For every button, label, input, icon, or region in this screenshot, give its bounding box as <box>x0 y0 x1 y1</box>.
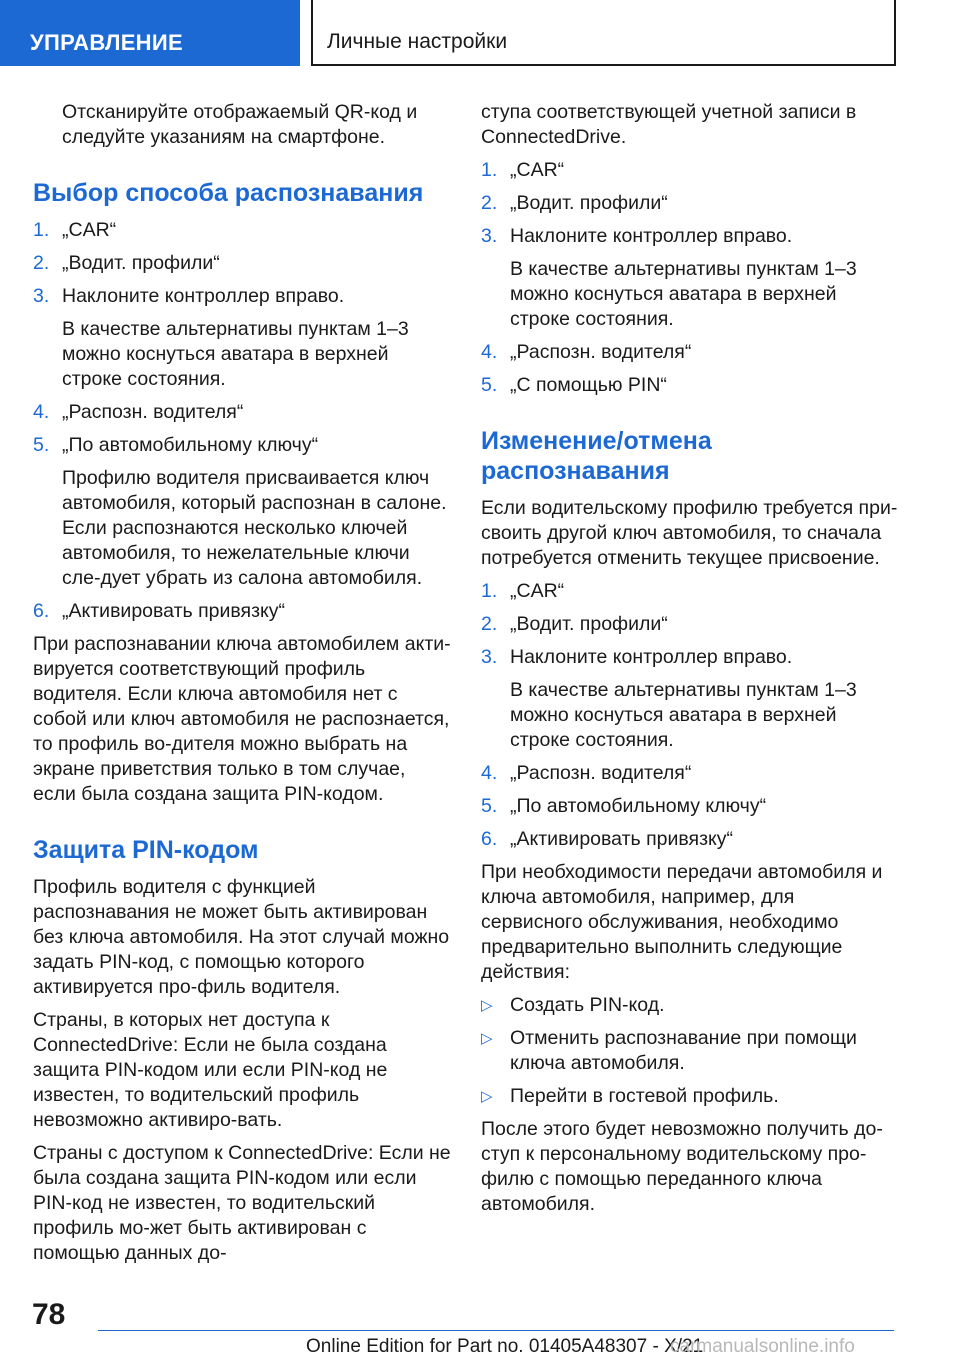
list-item <box>481 340 901 365</box>
change-paragraph-3: После этого будет невозможно получить до-ступ к персональному водительскому про-филю с помощью переданного ключа автомобиля. <box>481 1118 883 1215</box>
step-number: 1. <box>481 159 498 181</box>
step-note: Профилю водителя присваивается ключ автомобиля, который распознан в салоне. Если распознаются несколько ключей автомобиля, то нежелательные ключи сле-дует убрать из салона автомобиля. <box>62 467 447 589</box>
list-item <box>481 158 901 183</box>
recognition-paragraph: При распознавании ключа автомобилем акти-вируется соответствующий профиль водителя. Если ключа автомобиля нет с собой или ключ автомобиля не распознается, то профиль во-дителя можно выбрать на экране приветствия только в том случае, если была создана защита PIN-кодом. <box>33 633 451 805</box>
watermark: carmanualsonline.info <box>670 1336 855 1357</box>
step-text: „Водит. профили“ <box>510 613 668 635</box>
left-column <box>33 100 453 1274</box>
step-note: В качестве альтернативы пунктам 1–3 можно коснуться аватара в верхней строке состояния. <box>510 679 857 751</box>
step-number: 4. <box>481 762 498 784</box>
list-item <box>33 284 453 392</box>
list-item <box>481 1084 901 1109</box>
step-number: 6. <box>481 828 498 850</box>
step-text: „По автомобильному ключу“ <box>62 434 319 456</box>
step-text: Наклоните контроллер вправо. <box>510 225 793 247</box>
list-item <box>481 993 901 1018</box>
triangle-right-icon: ▷ <box>481 997 493 1014</box>
recognition-steps <box>33 218 453 624</box>
step-text: „По автомобильному ключу“ <box>510 795 767 817</box>
step-text: „Активировать привязку“ <box>510 828 734 850</box>
bullet-text: Перейти в гостевой профиль. <box>510 1085 779 1107</box>
pin-paragraph-3: Страны с доступом к ConnectedDrive: Если не была создана защита PIN-кодом или если PIN-код не известен, то водительский профиль мо-жет быть активирован с помощью данных до- <box>33 1142 451 1264</box>
intro-paragraph: Отсканируйте отображаемый QR-код и следуйте указаниям на смартфоне. <box>62 101 418 148</box>
list-item <box>481 612 901 637</box>
preparation-bullets <box>481 993 901 1109</box>
step-number: 5. <box>33 434 50 456</box>
step-text: „Распозн. водителя“ <box>510 762 692 784</box>
step-number: 2. <box>481 613 498 635</box>
step-number: 2. <box>33 252 50 274</box>
list-item <box>33 433 453 591</box>
list-item <box>33 218 453 243</box>
list-item <box>481 579 901 604</box>
bullet-text: Отменить распознавание при помощи ключа автомобиля. <box>510 1027 857 1074</box>
list-item <box>481 794 901 819</box>
step-number: 3. <box>481 646 498 668</box>
step-text: „Водит. профили“ <box>62 252 220 274</box>
step-number: 5. <box>481 374 498 396</box>
heading-change-recognition: Изменение/отмена распознавания <box>481 427 712 485</box>
page-header <box>0 0 960 66</box>
list-item <box>33 400 453 425</box>
step-number: 6. <box>33 600 50 622</box>
step-text: „CAR“ <box>62 219 117 241</box>
step-note: В качестве альтернативы пунктам 1–3 можно коснуться аватара в верхней строке состояния. <box>510 258 857 330</box>
footer-edition: Online Edition for Part no. 01405A48307 - X/21 <box>306 1336 704 1357</box>
step-note: В качестве альтернативы пунктам 1–3 можно коснуться аватара в верхней строке состояния. <box>62 318 409 390</box>
pin-paragraph-1: Профиль водителя с функцией распознавания не может быть активирован без ключа автомобиля. На этот случай можно задать PIN-код, с помощью которого активируется про-филь водителя. <box>33 876 450 998</box>
step-text: „Водит. профили“ <box>510 192 668 214</box>
list-item <box>481 224 901 332</box>
change-paragraph-1: Если водительскому профилю требуется при-своить другой ключ автомобиля, то сначала потребуется отменить текущее присвоение. <box>481 497 898 569</box>
right-column <box>481 100 901 1225</box>
list-item <box>481 827 901 852</box>
continued-paragraph: ступа соответствующей учетной записи в ConnectedDrive. <box>481 101 857 148</box>
step-number: 2. <box>481 192 498 214</box>
step-number: 3. <box>481 225 498 247</box>
bullet-text: Создать PIN-код. <box>510 994 665 1016</box>
list-item <box>33 599 453 624</box>
list-item <box>481 373 901 398</box>
step-number: 1. <box>33 219 50 241</box>
footer-divider <box>98 1330 894 1331</box>
step-text: „Распозн. водителя“ <box>510 341 692 363</box>
step-text: „Активировать привязку“ <box>62 600 286 622</box>
step-text: Наклоните контроллер вправо. <box>510 646 793 668</box>
step-text: „Распозн. водителя“ <box>62 401 244 423</box>
step-text: Наклоните контроллер вправо. <box>62 285 345 307</box>
list-item <box>481 191 901 216</box>
page-number: 78 <box>32 1298 66 1331</box>
chapter-title: Личные настройки <box>311 0 896 66</box>
step-text: „CAR“ <box>510 580 565 602</box>
list-item <box>33 251 453 276</box>
step-number: 1. <box>481 580 498 602</box>
change-steps <box>481 579 901 852</box>
step-number: 5. <box>481 795 498 817</box>
section-tab: УПРАВЛЕНИЕ <box>0 0 300 66</box>
change-paragraph-2: При необходимости передачи автомобиля и ключа автомобиля, например, для сервисного обслуживания, необходимо предварительно выполнить следующие действия: <box>481 861 883 983</box>
list-item <box>481 1026 901 1076</box>
pin-steps <box>481 158 901 398</box>
step-number: 4. <box>33 401 50 423</box>
triangle-right-icon: ▷ <box>481 1088 493 1105</box>
triangle-right-icon: ▷ <box>481 1030 493 1047</box>
heading-recognition-method: Выбор способа распознавания <box>33 179 424 207</box>
list-item <box>481 645 901 753</box>
heading-pin-protection: Защита PIN-кодом <box>33 836 259 864</box>
step-number: 4. <box>481 341 498 363</box>
step-number: 3. <box>33 285 50 307</box>
step-text: „CAR“ <box>510 159 565 181</box>
step-text: „С помощью PIN“ <box>510 374 667 396</box>
pin-paragraph-2: Страны, в которых нет доступа к ConnectedDrive: Если не была создана защита PIN-кодом или если PIN-код не известен, то водительский профиль невозможно активиро-вать. <box>33 1009 388 1131</box>
list-item <box>481 761 901 786</box>
